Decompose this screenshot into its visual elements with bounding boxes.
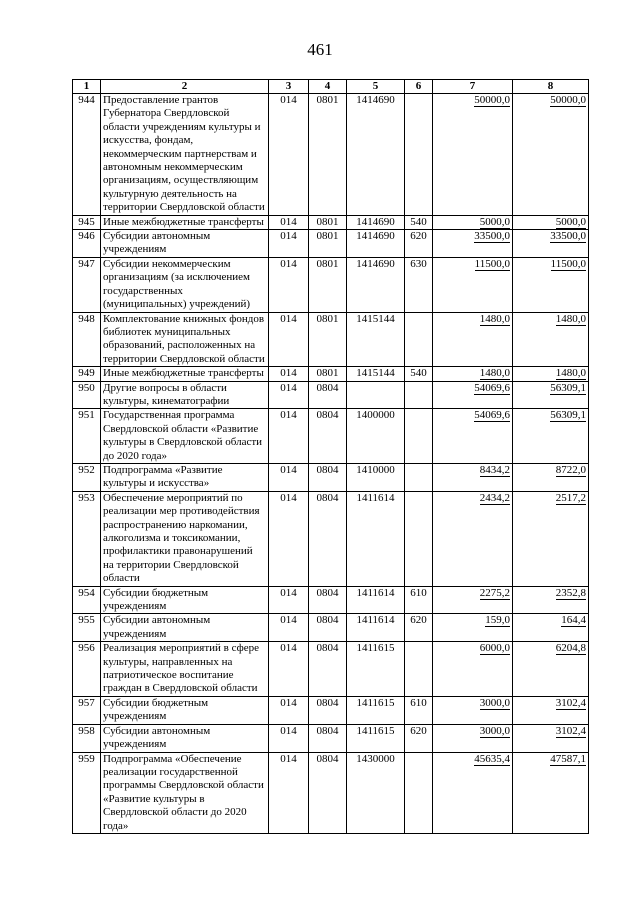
table-row	[73, 257, 589, 312]
row-target-code: 1415144	[347, 312, 405, 367]
row-target-code: 1414690	[347, 230, 405, 258]
row-amount-year-1	[433, 230, 513, 258]
row-type-code: 610	[405, 586, 433, 614]
row-name: Иные межбюджетные трансферты	[101, 367, 269, 381]
row-amount-year-2	[513, 642, 589, 697]
row-amount-year-1	[433, 257, 513, 312]
row-amount-year-2	[513, 491, 589, 586]
row-type-code	[405, 409, 433, 464]
row-amount-year-1-value: 5000,0	[479, 215, 510, 228]
table-row	[73, 724, 589, 752]
row-number: 958	[73, 724, 101, 752]
row-amount-year-1-value: 3000,0	[479, 696, 510, 709]
row-target-code: 1411615	[347, 696, 405, 724]
row-number: 945	[73, 215, 101, 229]
row-admin-code: 014	[269, 381, 309, 409]
row-admin-code: 014	[269, 696, 309, 724]
row-amount-year-1	[433, 752, 513, 833]
row-amount-year-2-value: 56309,1	[550, 381, 586, 394]
row-number: 957	[73, 696, 101, 724]
row-section-code: 0801	[309, 215, 347, 229]
row-type-code: 610	[405, 696, 433, 724]
row-name: Субсидии автономным учреждениям	[101, 724, 269, 752]
row-target-code: 1414690	[347, 257, 405, 312]
row-amount-year-1-value: 159,0	[485, 614, 510, 627]
page-number: 461	[307, 40, 333, 59]
row-name: Субсидии некоммерческим организациям (за исключением государственных (муниципальных) учреждений)	[101, 257, 269, 312]
table-row	[73, 586, 589, 614]
row-admin-code: 014	[269, 724, 309, 752]
table-row	[73, 491, 589, 586]
row-section-code: 0804	[309, 463, 347, 491]
table-row	[73, 367, 589, 381]
row-amount-year-2-value: 47587,1	[550, 752, 586, 765]
row-admin-code: 014	[269, 215, 309, 229]
table-row	[73, 752, 589, 833]
row-name: Комплектование книжных фондов библиотек муниципальных образований, расположенных на территории Свердловской области	[101, 312, 269, 367]
row-type-code	[405, 491, 433, 586]
row-amount-year-2-value: 8722,0	[555, 463, 586, 476]
row-section-code: 0804	[309, 381, 347, 409]
row-amount-year-1-value: 1480,0	[479, 367, 510, 380]
header-row	[73, 80, 589, 94]
table-row	[73, 614, 589, 642]
row-admin-code: 014	[269, 367, 309, 381]
row-name: Реализация мероприятий в сфере культуры, направленных на патриотическое воспитание граждан в Свердловской области	[101, 642, 269, 697]
row-section-code: 0804	[309, 642, 347, 697]
row-type-code: 620	[405, 724, 433, 752]
row-amount-year-1	[433, 367, 513, 381]
row-amount-year-2	[513, 257, 589, 312]
row-number: 953	[73, 491, 101, 586]
row-amount-year-2	[513, 312, 589, 367]
row-number: 955	[73, 614, 101, 642]
row-amount-year-1-value: 2275,2	[479, 586, 510, 599]
row-amount-year-2-value: 6204,8	[555, 642, 586, 655]
row-type-code: 620	[405, 230, 433, 258]
row-type-code: 540	[405, 215, 433, 229]
row-type-code: 630	[405, 257, 433, 312]
table-row	[73, 230, 589, 258]
row-amount-year-2-value: 2352,8	[555, 586, 586, 599]
row-number: 956	[73, 642, 101, 697]
row-target-code	[347, 381, 405, 409]
row-amount-year-1-value: 11500,0	[474, 257, 510, 270]
row-name: Государственная программа Свердловской области «Развитие культуры в Свердловской области до 2020 года»	[101, 409, 269, 464]
row-amount-year-1-value: 3000,0	[479, 724, 510, 737]
row-amount-year-2-value: 33500,0	[550, 230, 586, 243]
row-section-code: 0801	[309, 230, 347, 258]
row-amount-year-2	[513, 94, 589, 216]
row-amount-year-2	[513, 463, 589, 491]
row-amount-year-1	[433, 409, 513, 464]
row-name: Обеспечение мероприятий по реализации мер противодействия распространению наркомании, алкоголизма и токсикомании, профилактики правонарушений на территории Свердловской области	[101, 491, 269, 586]
header-col-6: 6	[405, 80, 433, 94]
row-section-code: 0804	[309, 586, 347, 614]
budget-table	[72, 79, 589, 834]
row-target-code: 1430000	[347, 752, 405, 833]
row-amount-year-1	[433, 724, 513, 752]
row-amount-year-1	[433, 586, 513, 614]
row-admin-code: 014	[269, 614, 309, 642]
row-amount-year-2-value: 1480,0	[555, 312, 586, 325]
row-amount-year-1	[433, 696, 513, 724]
row-amount-year-1-value: 1480,0	[479, 312, 510, 325]
row-amount-year-2	[513, 586, 589, 614]
row-amount-year-1	[433, 642, 513, 697]
row-admin-code: 014	[269, 752, 309, 833]
row-name: Предоставление грантов Губернатора Свердловской области учреждениям культуры и искусства, фондам, некоммерческим партнерствам и автономным некоммерческим организациям, осуществляющим культурную деятельность на территории Свердловской области	[101, 94, 269, 216]
row-amount-year-2	[513, 367, 589, 381]
row-amount-year-2	[513, 215, 589, 229]
row-name: Субсидии бюджетным учреждениям	[101, 586, 269, 614]
row-type-code	[405, 642, 433, 697]
row-amount-year-2	[513, 752, 589, 833]
row-amount-year-1	[433, 94, 513, 216]
row-target-code: 1415144	[347, 367, 405, 381]
row-section-code: 0804	[309, 491, 347, 586]
row-section-code: 0801	[309, 367, 347, 381]
row-amount-year-2	[513, 614, 589, 642]
table-row	[73, 215, 589, 229]
table-row	[73, 696, 589, 724]
row-admin-code: 014	[269, 463, 309, 491]
header-col-5: 5	[347, 80, 405, 94]
row-target-code: 1414690	[347, 215, 405, 229]
row-admin-code: 014	[269, 642, 309, 697]
row-number: 949	[73, 367, 101, 381]
row-type-code	[405, 312, 433, 367]
row-amount-year-2-value: 2517,2	[555, 491, 586, 504]
row-target-code: 1411614	[347, 586, 405, 614]
row-target-code: 1411615	[347, 724, 405, 752]
row-amount-year-1	[433, 614, 513, 642]
row-name: Подпрограмма «Развитие культуры и искусства»	[101, 463, 269, 491]
row-amount-year-1	[433, 312, 513, 367]
row-name: Субсидии автономным учреждениям	[101, 614, 269, 642]
row-number: 952	[73, 463, 101, 491]
header-col-3: 3	[269, 80, 309, 94]
row-amount-year-2	[513, 230, 589, 258]
table-row	[73, 409, 589, 464]
row-admin-code: 014	[269, 586, 309, 614]
row-amount-year-1-value: 33500,0	[474, 230, 510, 243]
row-amount-year-1-value: 54069,6	[474, 409, 510, 422]
row-number: 951	[73, 409, 101, 464]
row-section-code: 0801	[309, 312, 347, 367]
row-admin-code: 014	[269, 409, 309, 464]
row-admin-code: 014	[269, 491, 309, 586]
row-section-code: 0804	[309, 724, 347, 752]
row-type-code: 540	[405, 367, 433, 381]
header-col-7: 7	[433, 80, 513, 94]
row-amount-year-1-value: 2434,2	[479, 491, 510, 504]
row-admin-code: 014	[269, 230, 309, 258]
row-target-code: 1414690	[347, 94, 405, 216]
row-section-code: 0804	[309, 696, 347, 724]
header-col-4: 4	[309, 80, 347, 94]
table-row	[73, 463, 589, 491]
row-amount-year-2-value: 3102,4	[555, 724, 586, 737]
row-target-code: 1400000	[347, 409, 405, 464]
row-amount-year-2-value: 3102,4	[555, 696, 586, 709]
row-name: Субсидии автономным учреждениям	[101, 230, 269, 258]
row-number: 959	[73, 752, 101, 833]
row-amount-year-2	[513, 696, 589, 724]
table-row	[73, 381, 589, 409]
row-amount-year-2-value: 1480,0	[555, 367, 586, 380]
row-name: Иные межбюджетные трансферты	[101, 215, 269, 229]
row-section-code: 0801	[309, 94, 347, 216]
row-number: 950	[73, 381, 101, 409]
row-amount-year-1-value: 54069,6	[474, 381, 510, 394]
row-amount-year-1	[433, 463, 513, 491]
row-amount-year-2-value: 56309,1	[550, 409, 586, 422]
row-amount-year-1-value: 50000,0	[474, 94, 510, 106]
header-col-8: 8	[513, 80, 589, 94]
table-row	[73, 642, 589, 697]
header-col-2: 2	[101, 80, 269, 94]
table-row	[73, 312, 589, 367]
row-name: Подпрограмма «Обеспечение реализации государственной программы Свердловской области «Развитие культуры в Свердловской области до 2020 года»	[101, 752, 269, 833]
row-amount-year-2	[513, 381, 589, 409]
row-section-code: 0801	[309, 257, 347, 312]
row-admin-code: 014	[269, 257, 309, 312]
row-type-code: 620	[405, 614, 433, 642]
row-type-code	[405, 381, 433, 409]
row-amount-year-1	[433, 381, 513, 409]
row-section-code: 0804	[309, 409, 347, 464]
row-type-code	[405, 94, 433, 216]
row-section-code: 0804	[309, 614, 347, 642]
row-admin-code: 014	[269, 94, 309, 216]
row-amount-year-2-value: 5000,0	[555, 215, 586, 228]
row-section-code: 0804	[309, 752, 347, 833]
row-target-code: 1410000	[347, 463, 405, 491]
row-amount-year-2	[513, 724, 589, 752]
row-amount-year-1	[433, 215, 513, 229]
row-type-code	[405, 752, 433, 833]
row-amount-year-2	[513, 409, 589, 464]
row-number: 944	[73, 94, 101, 216]
row-amount-year-2-value: 11500,0	[550, 257, 586, 270]
row-amount-year-2-value: 164,4	[561, 614, 586, 627]
row-target-code: 1411615	[347, 642, 405, 697]
row-target-code: 1411614	[347, 491, 405, 586]
row-type-code	[405, 463, 433, 491]
row-number: 947	[73, 257, 101, 312]
table-row	[73, 94, 589, 216]
row-number: 954	[73, 586, 101, 614]
row-name: Другие вопросы в области культуры, кинематографии	[101, 381, 269, 409]
row-amount-year-2-value: 50000,0	[550, 94, 586, 106]
row-amount-year-1	[433, 491, 513, 586]
header-col-1: 1	[73, 80, 101, 94]
row-amount-year-1-value: 8434,2	[479, 463, 510, 476]
row-number: 946	[73, 230, 101, 258]
row-amount-year-1-value: 6000,0	[479, 642, 510, 655]
row-amount-year-1-value: 45635,4	[474, 752, 510, 765]
row-name: Субсидии бюджетным учреждениям	[101, 696, 269, 724]
row-admin-code: 014	[269, 312, 309, 367]
row-target-code: 1411614	[347, 614, 405, 642]
row-number: 948	[73, 312, 101, 367]
